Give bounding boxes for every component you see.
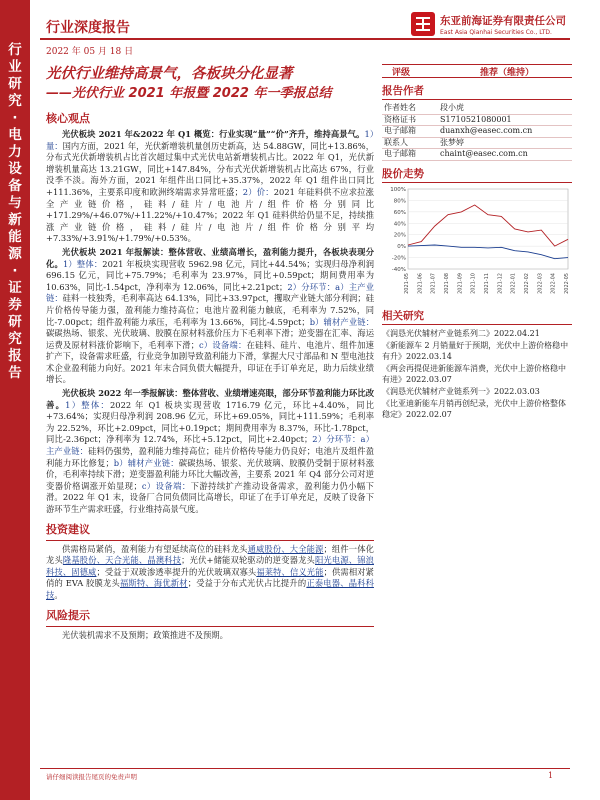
paragraph-marker: 1）整体： [65,399,111,410]
invest-text: ；受益于分布式光伏占比提升的 [187,578,307,589]
paragraph-text: 碳碳热场、银浆、光伏玻璃、胶膜仍受制于原材料涨价，毛利率持续下滑；逆变器盈利能力环比大幅改善，主要系 2021 年 Q4 部分公司对逆变器价格调涨开始显现； [46,457,374,491]
right-column [382,64,572,421]
section-divider [46,626,374,627]
footer-disclaimer: 请仔细阅读报告尾页的免责声明 [46,773,137,781]
paragraph-annual-report [46,247,374,386]
chart-xtick-label: 2022-03 [537,272,544,294]
paragraph-text: 碳碳热场、银浆、光伏玻璃、胶膜在原材料涨价压力下毛利率下滑；逆变器在汇率、海运运费及原材料涨价影响下，毛利率下滑； [46,328,374,350]
chart-xtick-label: 2022-04 [550,272,557,294]
paragraph-marker: b）辅材产业链： [113,457,179,468]
chart-xtick-label: 2021-10 [470,272,477,294]
paragraph-q1-report [46,388,374,516]
analyst-row [382,126,572,138]
paragraph-marker: b）辅材产业链： [309,316,374,327]
chart-xtick-label: 2021-12 [497,272,504,294]
core-views-heading: 核心观点 [46,112,90,125]
invest-companies: 福莱特、信义光能 [256,566,324,577]
invest-text: ；受益于双玻渗透率提升的光伏玻璃双寡头 [96,566,257,577]
chart-xtick-label: 2021-07 [430,272,437,294]
chart-ytick-label: 0% [397,244,406,251]
analyst-row [382,137,572,149]
rating-label: 评级 [392,67,411,78]
rating-bar [382,64,572,78]
analyst-value: 张梦婷 [438,137,572,149]
paragraph-text: 硅料一枝独秀，毛利率高达 64.13%，同比+33.97pct，攫取产业链大部分利润；硅片价格传导能力强，盈利能力维持高位；电池片盈利能力触底，毛利率为 7.52%，同比-7.00pct；组件盈利能力承压，毛利率为 13.66%，同比-4.59pct； [46,293,374,327]
paragraph-text: 下游持续扩产推动设备需求，盈利能力仍小幅下滑。2022 年 Q1 末，设备厂合同负债同比高增长，印证了在手订单充足，反映了设备下游环节生产需求旺盛，行业维持高景气度。 [46,480,374,514]
chart-ytick-label: -20% [391,255,406,262]
paragraph-text: 国内方面，2021 年，光伏新增装机量创历史新高，达 54.88GW，同比+13.86%，分布式光伏新增装机占比首次超过集中式光伏电站新增装机占比。2022 年 Q1，光伏新增装机量高达 13.21GW，同比+147.84%，分布式光伏新增装机占比高达 67%，行业没季不淡。海外方面，2021 年组件出口同比+35.37%，2022 年 Q1 组件出口同比+111.36%，主要系印度和欧洲终端需求异常旺盛； [46,140,374,197]
paragraph-marker: 2）分环节：a）主产业链： [46,281,374,304]
paragraph-marker: c）设备端： [199,339,247,350]
company-logo-icon [411,12,435,36]
report-title: 光伏行业维持高景气，各板块分化显著 [46,66,293,82]
chart-xtick-label: 2021-06 [417,272,424,294]
analyst-row [382,114,572,126]
related-item[interactable]: 《新能源车 2 月销量好于预期，光伏中上游价格稳中有升》2022.03.14 [382,340,569,362]
analyst-heading: 报告作者 [382,83,572,100]
related-list [382,328,572,421]
chart-xtick-label: 2021-09 [457,272,464,294]
chart-xtick-label: 2022-05 [564,272,570,294]
analyst-value: 段小虎 [438,103,572,114]
invest-text: ；供需相对紧俏的 EVA 胶膜龙头 [46,566,374,589]
related-heading: 相关研究 [382,308,572,325]
company-name-en: East Asia Qianhai Securities Co., LTD. [440,29,552,36]
paragraph-lead: 光伏板块 2022 年一季报解读：整体营收、业绩增速亮眼，部分环节盈利能力环比改善。 [46,388,374,410]
chart-ytick-label: 80% [393,198,406,205]
rating-value: 推荐（维持） [480,67,535,78]
footer-rule [40,768,570,769]
paragraph-lead: 光伏板块 2021 年&2022 年 Q1 概览：行业实现“量”“价”齐升，维持高景气。 [62,129,365,139]
invest-companies: 隆基股份、天合光能、晶澳科技 [62,555,182,566]
paragraph-marker: 2）价： [242,186,274,197]
paragraph-text: 硅料仍强势，盈利能力维持高位；硅片价格传导能力仍良好；电池片及组件盈利能力环比修复； [46,446,374,468]
chart-xtick-label: 2021-08 [444,272,450,294]
invest-text: 。 [54,589,63,600]
analyst-row [382,103,572,114]
analyst-table [382,103,572,161]
analyst-row [382,149,572,161]
paragraph-marker: c）设备端： [141,480,191,491]
page-number: 1 [548,771,554,780]
paragraph-marker: 1）量： [46,129,374,151]
price-trend-svg [382,185,572,303]
analyst-key: 电子邮箱 [382,149,438,161]
analyst-email-link[interactable]: duanxh@easec.com.cn [438,126,572,138]
analyst-key: 资格证书 [382,114,438,126]
main-column [46,64,374,643]
chart-xtick-label: 2022-01 [510,272,517,294]
chart-ytick-label: -40% [391,266,406,273]
section-divider [46,540,374,541]
related-item[interactable]: 《润恳光伏辅材产业链系列一》2022.03.03 [382,386,540,396]
invest-paragraph [46,544,374,602]
chart-xtick-label: 2021-11 [484,272,490,294]
related-item[interactable]: 《润恳光伏辅材产业链系列二》2022.04.21 [382,328,540,338]
invest-text: ；组件一体化龙头 [46,543,374,566]
chart-series-line-1 [408,205,568,246]
invest-companies: 阳光电源、锦浪科技、固德威 [46,555,374,577]
paragraph-lead: 光伏板块 2021 年报解读：整体营收、业绩高增长，盈利能力提升，各板块表现分化。 [46,246,374,269]
report-date: 2022 年 05 月 18 日 [46,47,134,57]
side-band [0,0,30,800]
chart-ytick-label: 60% [393,209,406,216]
trend-heading: 股价走势 [382,166,572,183]
risk-heading: 风险提示 [46,608,90,622]
side-band-text: 行业研究·电力设备与新能源·证券研究报告 [8,42,22,381]
related-item[interactable]: 《两会再提促进新能源车消费，光伏中上游价格稳中有进》2022.03.07 [382,363,566,385]
analyst-email-link[interactable]: chaint@easec.com.cn [438,149,572,161]
price-trend-chart [382,185,572,303]
report-subtitle: ——光伏行业 2021 年报暨 2022 年一季报总结 [46,86,332,101]
risk-paragraph: 光伏装机需求不及预期；政策推进不及预期。 [62,629,228,640]
chart-ytick-label: 100% [390,186,406,193]
chart-ytick-label: 20% [393,232,406,239]
invest-heading: 投资建议 [46,522,90,536]
paragraph-text: 在硅料、硅片、电池片、组件加速扩产下，设备需求旺盛，行业竞争加剧导致盈利能力下滑，掌握大尺寸部品和 N 型电池技术企业盈利能力向好。2021 年末合同负债大幅提升，印证在手订单充足，助力后续业绩增长。 [46,339,374,385]
chart-xtick-label: 2022-02 [524,272,530,294]
analyst-key: 作者姓名 [382,103,438,114]
company-name-cn: 东亚前海证券有限责任公司 [440,15,566,27]
chart-series-line-2 [408,245,568,259]
invest-text: ；光伏+储能双轮驱动的逆变器龙头 [181,555,315,566]
paragraph-overview [46,129,374,245]
chart-ytick-label: 40% [393,221,406,228]
analyst-value: S1710521080001 [438,114,572,126]
paragraph-text: 2022 年 Q1 板块实现营收 1716.79 亿元，环比+4.40%，同比+73.64%；实现归母净利润 208.96 亿元，环比+69.05%，同比+111.59%；毛利率为 22.52%，环比+2.09pct，同比+0.19pct；期间费用率为 8.37%，环比-1.78pct，同比-2.36pct；净利率为 12.74%，环比+5.12pct，同比+2.40pct； [46,399,374,445]
invest-companies: 通威股份、大全能源 [247,543,324,554]
analyst-key: 联系人 [382,137,438,149]
report-category: 行业深度报告 [46,20,130,36]
analyst-key: 电子邮箱 [382,126,438,138]
related-item[interactable]: 《比亚迪新能车月销再创纪录，光伏中上游价格整体稳定》2022.02.07 [382,398,566,420]
invest-text: 供需格局紧俏，盈利能力有望延续高位的硅料龙头 [62,543,248,554]
paragraph-text: 2021 年板块实现营收 5962.98 亿元，同比+44.54%；实现归母净利润 696.15 亿元，同比+75.79%；毛利率为 23.97%，同比+0.59pct；期间费用率为 10.63%，同比-1.54pct，净利率为 12.06%，同比+2.21pct； [46,258,374,292]
paragraph-marker: 2）分环节：a）主产业链： [46,434,374,457]
chart-xtick-label: 2021-05 [404,272,410,294]
invest-companies: 正泰电器、晶科科技 [46,578,374,600]
paragraph-text: 2021 年硅料供不应求拉涨全产业链价格，硅料/硅片/电池片/组件价格分别同比+171.29%/+46.07%/+11.22%/+10.47%；2022 年 Q1 硅料供给仍显不足，持续推涨产业链价格，硅料/硅片/电池片/组件价格分别平均+7.33%/+3.91%/+1.79%/+0.53%。 [46,186,374,244]
header-rule [40,38,570,40]
invest-companies: 福斯特、海优新材 [119,578,188,589]
paragraph-marker: 1）整体： [62,258,103,269]
